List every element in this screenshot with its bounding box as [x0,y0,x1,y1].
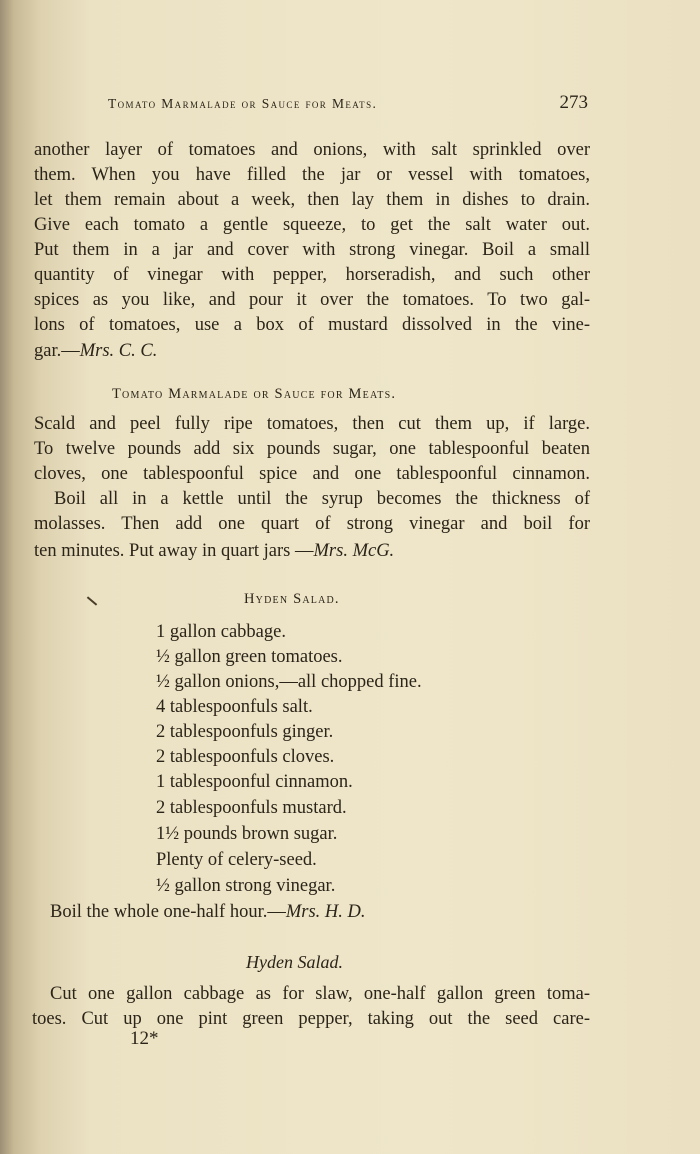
text-line: cloves, one tablespoonful spice and one tablespoonful cinnamon. [34,464,590,484]
ingredient-line: 1½ pounds brown sugar. [156,824,338,844]
text: gar.— [34,341,80,361]
text-line: quantity of vinegar with pepper, horseradish, and such other [34,265,590,285]
text-line: lons of tomatoes, use a box of mustard dissolved in the vine- [34,315,590,335]
ingredient-line: 1 gallon cabbage. [156,622,286,642]
signature-mark: 12* [130,1028,159,1049]
text-line: let them remain about a week, then lay them in dishes to drain. [34,190,590,210]
running-head [108,92,588,114]
signature: Mrs. C. C. [79,341,158,361]
signature: Mrs. McG. [313,541,395,561]
page-number: 273 [559,92,588,113]
recipe-title: Hyden Salad. [244,591,340,607]
ingredient-line: 2 tablespoonfuls ginger. [156,722,334,742]
text: Boil the whole one-half hour.— [50,902,286,922]
text-line: To twelve pounds add six pounds sugar, one tablespoonful beaten [34,439,590,459]
text-line-with-signature [34,339,157,363]
text-line: them. When you have filled the jar or vessel with tomatoes, [34,165,590,185]
text-line: another layer of tomatoes and onions, with salt sprinkled over [34,140,590,160]
running-title: Tomato Marmalade or Sauce for Meats. [108,96,378,111]
ingredient-line: ½ gallon green tomatoes. [156,647,343,667]
pencil-mark [87,596,97,605]
text-line: Scald and peel fully ripe tomatoes, then cut them up, if large. [34,414,590,434]
text-line: Boil all in a kettle until the syrup becomes the thickness of [54,489,590,509]
recipe-title: Tomato Marmalade or Sauce for Meats. [112,386,397,402]
text-line: Give each tomato a gentle squeeze, to get the salt water out. [34,215,590,235]
text-line: spices as you like, and pour it over the tomatoes. To two gal- [34,290,590,310]
text-line-with-signature [50,900,366,924]
text-line: Put them in a jar and cover with strong vinegar. Boil a small [34,240,590,260]
text-line-with-signature [34,539,394,563]
text-line: toes. Cut up one pint green pepper, taking out the seed care- [32,1009,590,1029]
ingredient-line: 2 tablespoonfuls cloves. [156,747,335,767]
recipe-title: Hyden Salad. [246,952,343,972]
ingredient-line: ½ gallon strong vinegar. [156,876,336,896]
text: ten minutes. Put away in quart jars — [34,541,314,561]
ingredient-line: 1 tablespoonful cinnamon. [156,772,353,792]
ingredient-line: Plenty of celery-seed. [156,850,317,870]
signature: Mrs. H. D. [285,902,366,922]
ingredient-line: ½ gallon onions,—all chopped fine. [156,672,422,692]
ingredient-line: 4 tablespoonfuls salt. [156,697,313,717]
ingredient-line: 2 tablespoonfuls mustard. [156,798,347,818]
text-line: Cut one gallon cabbage as for slaw, one-half gallon green toma- [50,984,590,1004]
text-line: molasses. Then add one quart of strong vinegar and boil for [34,514,590,534]
